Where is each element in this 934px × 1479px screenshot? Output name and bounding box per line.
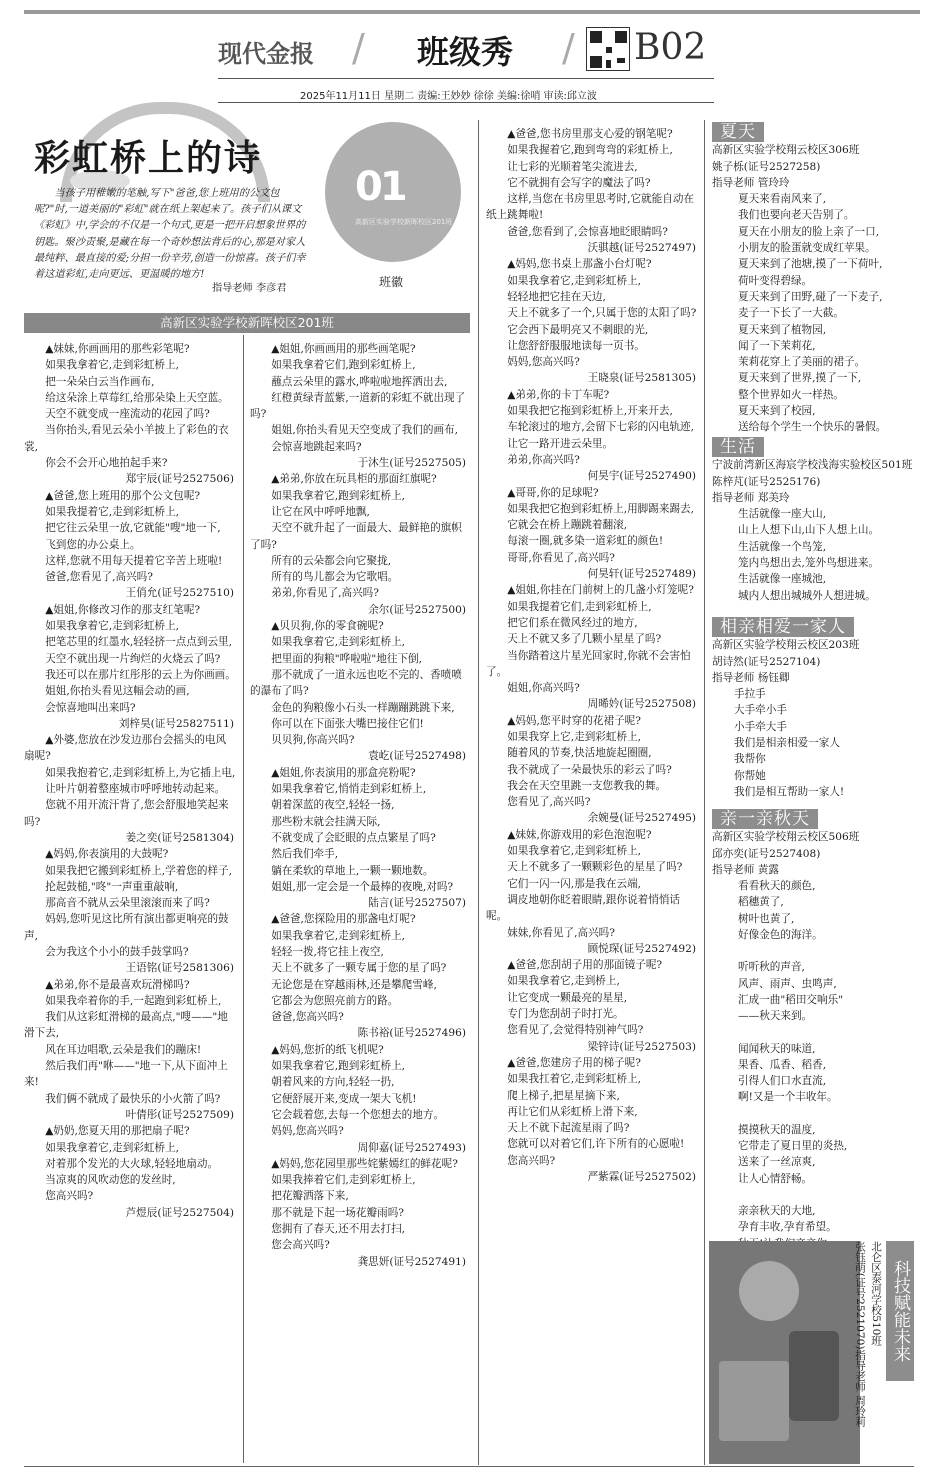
- column-rule: [478, 120, 479, 1465]
- feature-title: 彩虹桥上的诗: [34, 137, 263, 179]
- poem-line: 姐姐,你抬头看见这幅会动的画,: [45, 685, 190, 698]
- poem-line: 如果我提着它们,走到彩虹桥上,: [507, 600, 652, 613]
- tech-author: 张钰萌(证号2521070)指导老师 周玲莉: [854, 1241, 866, 1428]
- poem: [250, 1156, 468, 1270]
- poem-line: 把里面的狗粮"哗啦啦"地往下倒,: [271, 652, 423, 665]
- poem-line: 我们从这彩虹滑梯的最高点,"嗖——"地滑下去,: [24, 1011, 228, 1040]
- poem-line: ▲弟弟,你的卡丁车呢?: [507, 388, 610, 401]
- teacher: 指导老师 郑美玲: [712, 491, 790, 504]
- poem-line: 再让它们从彩虹桥上滑下来,: [507, 1105, 638, 1118]
- poem-line: 果香、瓜香、稻香,: [738, 1058, 827, 1071]
- poem-line: 我们是相亲相爱一家人: [734, 737, 840, 750]
- poem-line: 那不就成了一道永远也吃不完的、香喷喷的瀑布了吗?: [250, 668, 462, 698]
- poem-line: 我帮你: [734, 753, 766, 766]
- poem-line: 听听秋的声音,: [738, 961, 805, 974]
- poem-line: 如果我拿着它们,跑到彩虹桥上,: [271, 359, 416, 372]
- poem-line: 贝贝狗,你高兴吗?: [271, 734, 355, 747]
- section-head: 夏天: [712, 122, 764, 142]
- poem-line: 送给每个学生一个快乐的暑假。: [738, 421, 887, 434]
- poem-line: ▲妈妈,你表演用的大鼓呢?: [45, 848, 169, 861]
- poem-signature: 刘梓昊(证号25827511): [118, 717, 234, 730]
- poem-line: 如果我把它抱到彩虹桥上,用脚踢来踢去,: [507, 502, 695, 515]
- teacher: 指导老师 杨钰卿: [712, 671, 790, 684]
- poem-line: 它都会为您照亮前方的路。: [271, 994, 399, 1007]
- poem-column-2: [250, 341, 468, 1270]
- poem-line: ▲爸爸,您建房子用的梯子呢?: [507, 1056, 641, 1069]
- poem-column-1: [24, 341, 236, 1221]
- poem-line: 把它往云朵里一放,它就能"嗖"地一下,: [45, 522, 221, 535]
- poem-signature: 姜之奕(证号2581304): [125, 831, 234, 844]
- author: 姚子栎(证号2527258): [712, 160, 821, 173]
- page-number: B02: [634, 27, 707, 68]
- poem-line: 汇成一曲"稻田交响乐": [738, 993, 844, 1006]
- poem-line: ▲奶奶,您夏天用的那把扇子呢?: [45, 1125, 190, 1138]
- poem: [486, 713, 698, 827]
- poem-line: 摸摸秋天的温度,: [738, 1123, 816, 1136]
- poem-line: 每滚一圈,就多染一道彩虹的颜色!: [507, 535, 664, 548]
- badge-subtext: 高新区实验学校新晖校区201班: [355, 218, 453, 226]
- teacher: 指导老师 黄露: [712, 863, 779, 876]
- poem-line: 躺在柔软的草地上,一颗一颗地数。: [271, 864, 434, 877]
- poem-line: ▲爸爸,您书房里那支心爱的钢笔呢?: [507, 128, 673, 140]
- poem-line: 城内人想出城城外人想进城。: [738, 589, 876, 602]
- poem-line: 哥哥,你看见了,高兴吗?: [507, 551, 615, 564]
- poem-line: 金色的狗粮像小石头一样蹦蹦跳跳下来,: [271, 701, 455, 714]
- poem: [24, 846, 236, 976]
- poem-line: 天空不就出现一片绚烂的火烧云了吗?: [45, 652, 221, 665]
- poem-line: 天上不就多了一颗颗彩色的星星了吗?: [507, 861, 683, 874]
- poem: [24, 977, 236, 1124]
- poem-line: ▲姐姐,你挂在门前树上的几盏小灯笼呢?: [507, 584, 694, 597]
- poem-line: ▲妈妈,您折的纸飞机呢?: [271, 1043, 384, 1056]
- poem-line: 夏天在小朋友的脸上亲了一口,: [738, 225, 880, 238]
- section-head: 亲一亲秋天: [712, 809, 818, 829]
- poem-line: 妈妈,您高兴吗?: [507, 356, 580, 369]
- poem-line: ▲妹妹,你画画用的那些彩笔呢?: [45, 343, 190, 355]
- poem-line: 给这朵涂上草莓红,给那朵染上天空蓝。: [45, 391, 229, 404]
- poem-line: 爸爸,您看见了,高兴吗?: [45, 571, 153, 584]
- poem-signature: 王晓泉(证号2581305): [587, 372, 696, 385]
- poem-line: 红橙黄绿青蓝紫,一道新的彩虹不就出现了吗?: [250, 391, 466, 421]
- poem: [24, 1123, 236, 1221]
- poem-line: 如果我把它拖到彩虹桥上,开来开去,: [507, 405, 673, 418]
- column-rule: [243, 335, 244, 1463]
- poem-line: 引得人们口水直流,: [738, 1075, 827, 1088]
- poem-line: 您高兴吗?: [45, 1190, 94, 1203]
- poem-line: 如果我拿着它,走到桥上,: [507, 975, 620, 988]
- poem-line: 夏天来到了校园,: [738, 405, 816, 418]
- poem-line: 所有的鸟儿都会为它歌唱。: [271, 571, 399, 584]
- poem-line: 那些粉末就会挂满天际,: [271, 815, 381, 828]
- poem-signature: 郑宇辰(证号2527506): [125, 473, 234, 486]
- poem-line: 当你抬头,看见云朵小羊披上了彩色的衣裳,: [24, 424, 229, 453]
- badge-caption: 班徽: [379, 275, 404, 289]
- author: 胡诗然(证号2527104): [712, 655, 821, 668]
- class-band: 高新区实验学校新晖校区201班: [24, 313, 470, 333]
- poem-line: 朝着风来的方向,轻轻一扔,: [271, 1076, 395, 1089]
- poem-line: 你帮她: [734, 769, 766, 782]
- poem-line: 您就可以对着它们,许下所有的心愿啦!: [507, 1138, 685, 1151]
- poem-line: 荷叶变得碧绿。: [738, 274, 813, 287]
- poem-line: 您会高兴吗?: [271, 1239, 330, 1252]
- poem-line: ▲姐姐,你表演用的那盒亮粉呢?: [271, 766, 416, 779]
- class-badge: [325, 122, 461, 262]
- poem-line: 如果我捧着它们,走到彩虹桥上,: [271, 1174, 416, 1187]
- poem-line: 小手牵大手: [734, 720, 787, 733]
- poem-line: 把一朵朵白云当作画布,: [45, 375, 155, 388]
- poem-lines: [712, 506, 917, 604]
- poem-line: 天上不就多了一颗专属于您的星了吗?: [271, 962, 447, 975]
- poem-line: ▲姐姐,你修改习作的那支红笔呢?: [45, 603, 201, 616]
- poem-signature: 周仰嘉(证号2527493): [357, 1141, 466, 1154]
- poem-line: 妈妈,您听见这比所有演出都更响亮的鼓声,: [24, 913, 229, 942]
- poem-line: 如果我拿着它,走到彩虹桥上,: [507, 274, 642, 287]
- poem: [250, 341, 468, 471]
- right-section-family: [712, 617, 917, 800]
- badge-number: 01: [355, 164, 405, 210]
- poem-line: 弟弟,你看见了,高兴吗?: [271, 587, 379, 600]
- poem-line: 生活就像一座城池,: [738, 573, 827, 586]
- poem-line: ▲妈妈,您花园里那些姹紫嫣红的鲜花呢?: [271, 1157, 458, 1170]
- feature-intro: 当孩子用稚嫩的笔触,写下"爸爸,您上班用的公文包呢?"时,一道美丽的"彩虹"就在纸上架起来了。孩子们从课文《彩虹》中,学会的不仅是一个句式,更是一把开启想象世界的钥匙。聚沙责聚,是藏在每一个奇妙想法背后的心,那是对家人最纯粹、最直接的爱;分担一份辛劳,创造一份惊喜。孩子们幸着这道彩虹,走向更远、更温暖的地方!: [34, 188, 306, 281]
- poem-line: 您就不用开流汗背了,您会舒服地笑起来吗?: [24, 799, 229, 828]
- poem-line: 如果我拿着它,走到彩虹桥上,: [45, 620, 180, 633]
- poem: [486, 485, 698, 583]
- poem-line: ▲贝贝狗,你的零食碗呢?: [271, 620, 384, 633]
- poem-signature: 芦煜辰(证号2527504): [125, 1206, 234, 1219]
- poem-line: 调皮地朝你眨着眼睛,跟你说着悄悄话呢。: [486, 893, 681, 923]
- poem-line: 我们俩不就成了最快乐的小火箭了吗?: [45, 1092, 221, 1105]
- poem-line: 大手牵小手: [734, 704, 787, 717]
- poem-line: 当你踏着这片星光回家时,你就不会害怕了。: [486, 649, 691, 678]
- poem-line: 亲亲秋天的大地,: [738, 1204, 816, 1217]
- poem-line: 您看见了,高兴吗?: [507, 796, 591, 809]
- right-section-autumn: [712, 809, 917, 1252]
- poem-line: 它就会在桥上蹦跳着翻滚,: [507, 519, 628, 532]
- poem-line: ——秋天来到。: [738, 1010, 813, 1023]
- poem-line: 那高音不就从云朵里滚滚而来了吗?: [45, 897, 210, 910]
- poem-line: 如果我握着它,跑到弯弯的彩虹桥上,: [507, 144, 673, 157]
- poem-line: 送来了一丝凉爽,: [738, 1156, 816, 1169]
- poem-signature: 袁屹(证号2527498): [368, 750, 466, 763]
- poem: [486, 256, 698, 386]
- poem-line: 天上不就又多了几颗小星星了吗?: [507, 633, 662, 646]
- poem-line: 弟弟,你高兴吗?: [507, 453, 580, 466]
- poem: [486, 126, 698, 256]
- poem: [486, 582, 698, 712]
- poem-line: 如果我抱着它,走到彩虹桥上,为它插上电,: [45, 766, 236, 779]
- technology-drawing: [709, 1241, 860, 1464]
- poem-line: ▲外婆,您放在沙发边那台会摇头的电风扇呢?: [24, 734, 227, 763]
- poem-line: ▲弟弟,你不是最喜欢玩滑梯吗?: [45, 978, 190, 991]
- poem-line: 我们也要向老天告别了。: [738, 209, 855, 222]
- poem-line: 天上不就下起流星雨了吗?: [507, 1122, 630, 1135]
- poem-line: 如果我牵着你的手,一起跑到彩虹桥上,: [45, 994, 222, 1007]
- section-head-tech: 科技赋能未来: [886, 1241, 914, 1381]
- poem-line: 妈妈,您高兴吗?: [271, 1125, 344, 1138]
- poem-line: 它们一闪一闪,那是我在云端,: [507, 877, 642, 890]
- poem-line: 我还可以在那片红彤彤的云上为你画画。: [45, 668, 236, 681]
- poem-line: 把笔芯里的红墨水,轻轻挤一点点到云里,: [45, 636, 233, 649]
- poem-line: 麦子一下长了一大截。: [738, 307, 844, 320]
- poem-line: 你会不会开心地拍起手来?: [45, 457, 168, 470]
- poem-line: 它带走了夏日里的炎热,: [738, 1140, 848, 1153]
- poem-signature: 陈书裕(证号2527496): [357, 1027, 466, 1040]
- poem-line: 我们是相互帮助一家人!: [734, 785, 845, 798]
- separator-slash: /: [352, 26, 365, 70]
- poem-line: 稻穗黄了,: [738, 896, 784, 909]
- poem-line: 您高兴吗?: [507, 1154, 556, 1167]
- author: 陈梓芃(证号2525176): [712, 475, 821, 488]
- poem-line: 风声、雨声、虫鸣声,: [738, 977, 837, 990]
- poem-signature: 沃骐越(证号2527497): [587, 242, 696, 255]
- poem-line: ▲爸爸,您上班用的那个公文包呢?: [45, 489, 201, 502]
- poem-line: ▲妈妈,您书桌上那盏小台灯呢?: [507, 258, 652, 271]
- poem-signature: 周晞妗(证号2527508): [587, 698, 696, 711]
- poem-signature: 顾悦琛(证号2527492): [587, 942, 696, 955]
- school: 宁波前湾新区海宸学校浅海实验校区501班: [712, 459, 913, 472]
- poem-line: 夏天来到了池塘,摸了一下荷叶,: [738, 258, 883, 271]
- poem-line: 会惊喜地叫出来吗?: [45, 701, 136, 714]
- author: 邱亦奕(证号2527408): [712, 847, 821, 860]
- poem-line: 茉莉花穿上了美丽的裙子。: [738, 356, 866, 369]
- poem-line: 小朋友的脸蛋就变成红苹果。: [738, 242, 876, 255]
- teacher: 指导老师 管玲玲: [712, 176, 790, 189]
- poem: [250, 618, 468, 765]
- poem-line: 生活就像一个鸟笼,: [738, 540, 827, 553]
- poem-line: 天上不就多了一个,只属于您的太阳了吗?: [507, 307, 697, 320]
- school: 高新区实验学校翔云校区203班: [712, 639, 860, 652]
- column-rule: [704, 120, 705, 1465]
- poem-line: 妹妹,你看见了,高兴吗?: [507, 926, 615, 939]
- poem-line: 它会载着您,去每一个您想去的地方。: [271, 1108, 445, 1121]
- poem-signature: 梁锌诗(证号2527503): [587, 1040, 696, 1053]
- poem: [250, 765, 468, 912]
- poem-line: 让七彩的光顺着笔尖流进去,: [507, 160, 638, 173]
- poem-line: 您拥有了春天,还不用去打扫,: [271, 1223, 406, 1236]
- qr-code-icon: [586, 27, 630, 71]
- poem-line: 它不就拥有会写字的魔法了吗?: [507, 176, 651, 189]
- poem-line: 闻闻秋天的味道,: [738, 1042, 816, 1055]
- poem-line: 夏天来到了世界,摸了一下,: [738, 372, 862, 385]
- poem-line: 如果我拿着它,跑到彩虹桥上,: [271, 489, 406, 502]
- poem-line: 山上人想下山,山下人想上山。: [738, 524, 880, 537]
- poem-line: 好像金色的海洋。: [738, 929, 823, 942]
- poem: [250, 1042, 468, 1156]
- separator-slash: /: [562, 26, 575, 70]
- poem: [24, 341, 236, 488]
- poem-lines: [712, 878, 917, 1252]
- poem-line: 让叶片朝着整座城市呼呼地转动起来。: [45, 783, 226, 796]
- poem-signature: 余尔(证号2527500): [368, 603, 466, 616]
- poem-line: 孕育丰收,孕育希望。: [738, 1221, 837, 1234]
- poem-line: ▲弟弟,你放在玩具柜的那面红旗呢?: [271, 473, 437, 486]
- poem-line: 让它在风中呼呼地飘,: [271, 505, 370, 518]
- poem-line: 姐姐,你高兴吗?: [507, 682, 580, 695]
- poem-line: 轻轻一拨,将它挂上夜空,: [271, 945, 384, 958]
- poem-line: ▲妹妹,你游戏用的彩色泡泡呢?: [507, 828, 652, 841]
- poem-line: 夏天来到了田野,碰了一下麦子,: [738, 290, 883, 303]
- poem-lines: [712, 686, 917, 800]
- poem-line: 风在耳边唱歌,云朵是我们的蹦床!: [45, 1043, 202, 1056]
- poem-line: 轻轻地把它挂在天边,: [507, 290, 606, 303]
- poem-signature: 叶倩彤(证号2527509): [125, 1108, 234, 1121]
- school: 高新区实验学校翔云校区306班: [712, 144, 860, 157]
- right-section-life: [712, 437, 917, 604]
- poem-line: 让它一路开进云朵里。: [507, 437, 614, 450]
- poem-line: 如果我把它搬到彩虹桥上,学着您的样子,: [45, 864, 233, 877]
- poem-line: 然后我们再"咻——"地一下,从下面冲上来!: [24, 1060, 228, 1089]
- poem: [486, 827, 698, 957]
- poem-line: 天空不就变成一座流动的花园了吗?: [45, 408, 210, 421]
- poem-line: 生活就像一座大山,: [738, 508, 827, 521]
- poem-line: 无论您是在穿越雨林,还是攀爬雪峰,: [271, 978, 437, 991]
- intro-teacher: 指导老师 李彦君: [212, 283, 287, 294]
- poem-line: 笼内鸟想出去,笼外鸟想进来。: [738, 557, 880, 570]
- poem-line: 如果我穿上它,走到彩虹桥上,: [507, 730, 642, 743]
- poem-line: 闻了一下茉莉花,: [738, 339, 816, 352]
- poem-lines: [712, 191, 917, 435]
- issue-meta: 2025年11月11日 星期二 责编:王妙妙 徐徐 美编:徐哨 审读:邱立波: [300, 91, 597, 102]
- poem-line: 它便舒展开来,变成一架大飞机!: [271, 1092, 417, 1105]
- poem-line: 手拉手: [734, 688, 766, 701]
- poem: [486, 387, 698, 485]
- poem-signature: 何昊宇(证号2527490): [587, 470, 696, 483]
- poem-line: ▲爸爸,您探险用的那盏电灯呢?: [271, 913, 416, 926]
- poem-line: 如果我拿着它,走到彩虹桥上,: [45, 1141, 180, 1154]
- right-section-summer: [712, 122, 917, 436]
- poem-signature: 王俏允(证号2527510): [125, 587, 234, 600]
- poem-line: 如果我拿着它,走到彩虹桥上,: [271, 929, 406, 942]
- poem: [486, 957, 698, 1055]
- poem: [24, 488, 236, 602]
- tech-school: 北仑区泰河学校510班: [870, 1241, 882, 1347]
- poem-line: 我会在天空里跳一支您教我的舞。: [507, 779, 667, 792]
- poem: [250, 471, 468, 618]
- poem-line: 如果我拿着它,走到彩虹桥上,: [507, 845, 642, 858]
- section-head: 相亲相爱一家人: [712, 617, 854, 637]
- poem-line: 如果我扛着它,走到彩虹桥上,: [507, 1073, 642, 1086]
- poem-line: 不就变成了会眨眼的点点繁星了吗?: [271, 831, 436, 844]
- poem-line: 对着那个发光的大火球,轻轻地扇动。: [45, 1157, 219, 1170]
- poem-line: 会惊喜地跳起来吗?: [271, 440, 362, 453]
- poem-line: 如果我拿着它,走到彩虹桥上,: [271, 636, 406, 649]
- bottom-rule: [24, 1466, 914, 1467]
- poem-line: 看看秋天的颜色,: [738, 880, 816, 893]
- poem-line: 你可以在下面张大嘴巴接住它们!: [271, 717, 424, 730]
- poem-line: 随着风的节奏,快活地旋起圈圈,: [507, 747, 652, 760]
- poem-line: 让您舒舒服服地读每一页书。: [507, 339, 645, 352]
- poem-signature: 陆言(证号2527507): [368, 897, 466, 910]
- poem-signature: 王语铭(证号2581306): [125, 962, 234, 975]
- poem-line: 爸爸,您高兴吗?: [271, 1011, 344, 1024]
- poem-line: 姐姐,那一定会是一个最棒的夜晚,对吗?: [271, 880, 454, 893]
- poem-line: 如果我拿着它,悄悄走到彩虹桥上,: [271, 783, 427, 796]
- poem-line: 把它们系在微风经过的地方,: [507, 616, 638, 629]
- poem-line: ▲哥哥,你的足球呢?: [507, 486, 599, 499]
- poem-line: 让人心情舒畅。: [738, 1172, 813, 1185]
- poem-line: 朝着深蓝的夜空,轻轻一扬,: [271, 799, 395, 812]
- poem-line: 整个世界如火一样热。: [738, 388, 844, 401]
- poem-column-3: [486, 126, 698, 1185]
- poem-line: 爬上梯子,把星星摘下来,: [507, 1089, 620, 1102]
- poem-line: ▲爸爸,您刮胡子用的那面镜子呢?: [507, 959, 663, 972]
- poem-line: 飞到您的办公桌上。: [45, 538, 141, 551]
- poem-line: 这样,您就不用每天提着它辛苦上班啦!: [45, 554, 223, 567]
- school: 高新区实验学校翔云校区506班: [712, 831, 860, 844]
- poem-line: 这样,当您在书房里思考时,它就能自动在纸上跳舞啦!: [486, 193, 695, 222]
- section-head: 生活: [712, 437, 764, 457]
- poem-line: 蘸点云朵里的露水,哗啦啦地挥洒出去,: [271, 375, 448, 388]
- poem-line: 专门为您刮胡子时打光。: [507, 1008, 624, 1021]
- poem-signature: 于沐生(证号2527505): [357, 457, 466, 470]
- poem-line: 如果我提着它,走到彩虹桥上,: [45, 505, 180, 518]
- poem-line: 爸爸,您看到了,会惊喜地眨眼睛吗?: [507, 225, 668, 238]
- poem-line: 它会西下最明亮又不刺眼的光,: [507, 323, 649, 336]
- poem-line: 姐姐,你抬头看见天空变成了我们的画布,: [271, 424, 459, 437]
- poem-line: 车轮滚过的地方,会留下七彩的闪电轨迹,: [507, 421, 695, 434]
- poem: [24, 732, 236, 846]
- poem-line: ▲姐姐,你画画用的那些画笔呢?: [271, 343, 416, 355]
- poem-line: 那不就是下起一场花瓣雨吗?: [271, 1206, 404, 1219]
- poem-line: 然后我们牵手,: [271, 848, 339, 861]
- poem-line: 所有的云朵都会向它聚拢,: [271, 554, 392, 567]
- meta-rule: [218, 102, 714, 103]
- poem-line: 把花瓣洒落下来,: [271, 1190, 349, 1203]
- poem-line: ▲妈妈,您平时穿的花裙子呢?: [507, 714, 641, 727]
- poem-signature: 严紫霖(证号2527502): [587, 1171, 696, 1183]
- masthead-rule: [218, 78, 714, 79]
- section-title: 班级秀: [417, 33, 514, 71]
- poem-line: 夏天来到了植物园,: [738, 323, 827, 336]
- poem-line: 天空不就升起了一面最大、最鲜艳的旗帜了吗?: [250, 522, 462, 551]
- poem: [24, 602, 236, 732]
- poem-line: 让它变成一颗最亮的星星,: [507, 991, 628, 1004]
- poem-line: 当凉爽的风吹动您的发丝时,: [45, 1174, 176, 1187]
- poem-line: 夏天来看南风来了,: [738, 193, 827, 206]
- poem-line: 会为我这个小小的鼓手鼓掌吗?: [45, 945, 189, 958]
- poem-line: 如果我拿着它,跑到彩虹桥上,: [271, 1060, 406, 1073]
- poem-line: 树叶也黄了,: [738, 912, 795, 925]
- poem-line: 抡起鼓槌,"咚"一声重重敲响,: [45, 880, 179, 893]
- poem-line: 如果我拿着它,走到彩虹桥上,: [45, 359, 180, 372]
- poem-line: 您看见了,会觉得特别神气吗?: [507, 1024, 644, 1037]
- newspaper-brand: 现代金报: [218, 39, 314, 68]
- poem-signature: 何昊轩(证号2527489): [587, 568, 696, 581]
- poem-line: 啊!又是一个丰收年。: [738, 1091, 838, 1104]
- poem-line: 我不就成了一朵最快乐的彩云了吗?: [507, 763, 672, 776]
- poem-signature: 龚思妍(证号2527491): [357, 1255, 466, 1268]
- top-rule: [24, 10, 920, 14]
- poem-signature: 余婉曼(证号2527495): [587, 812, 696, 825]
- poem: [250, 911, 468, 1041]
- poem: [486, 1055, 698, 1185]
